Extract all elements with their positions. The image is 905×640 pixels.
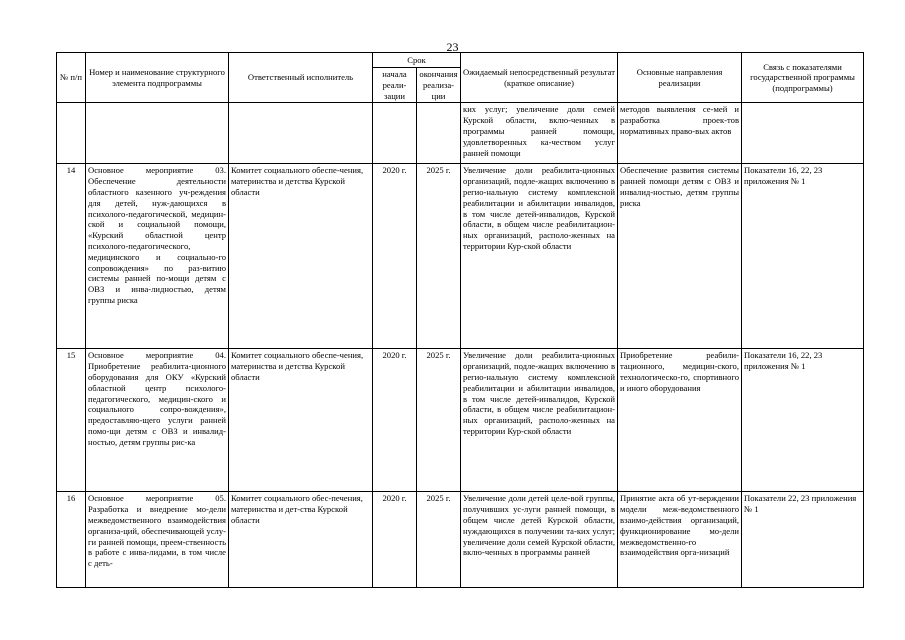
cell-start: 2020 г.: [373, 492, 417, 588]
cell-directions: методов выявления се-мей и разработка проек-тов нормативных право-вых актов: [618, 103, 742, 164]
cell-end: 2025 г.: [417, 492, 461, 588]
table-row: [57, 492, 864, 588]
cell-num: 14: [57, 164, 86, 349]
cell-link: Показатели 16, 22, 23 приложения № 1: [742, 164, 864, 349]
cell-directions: Обеспечение развития системы ранней помощи детям с ОВЗ и инвалид-ностью, детям группы риска: [618, 164, 742, 349]
header-start: начала реали-зации: [373, 68, 417, 103]
cell-result: Увеличение доли реабилита-ционных организаций, подле-жащих включению в регио-нальную систему комплексной реабилитации и абилитации инвалидов, в том числе детей-инвалидов, Курской области, в общем числе реабилитацион-ных организаций, располо-женных на территории Кур-ской области: [461, 349, 618, 492]
cell-result: Увеличение доли реабилита-ционных организаций, подле-жащих включению в регио-нальную систему комплексной реабилитации и абилитации инвалидов, в том числе детей-инвалидов, Курской области, в общем числе реабилитацион-ных организаций, располо-женных на территории Кур-ской области: [461, 164, 618, 349]
table-row: [57, 349, 864, 492]
cell-link: Показатели 16, 22, 23 приложения № 1: [742, 349, 864, 492]
cell-executor: Комитет социального обеспе-чения, материнства и детства Курской области: [229, 164, 373, 349]
program-table: [56, 52, 864, 588]
cell-element: Основное мероприятие 03. Обеспечение деятельности областного казенного уч-реждения для детей, нуж-дающихся в психолого-педагогической, медицин-ской и социальной помощи, «Курский областной центр психолого-педагогического, медицинского и социально-го сопровождения» по раз-витию системы ранней по-мощи детям с ОВЗ и инва-лидностью, детям группы риска: [86, 164, 229, 349]
cell-executor: Комитет социального обеспе-чения, материнства и детства Курской области: [229, 349, 373, 492]
page-number: 23: [446, 40, 459, 54]
cell-num: 15: [57, 349, 86, 492]
header-result: Ожидаемый непосредственный результат (краткое описание): [461, 53, 618, 103]
cell-end: 2025 г.: [417, 164, 461, 349]
cell-end: 2025 г.: [417, 349, 461, 492]
header-executor: Ответственный исполнитель: [229, 53, 373, 103]
table-row: [57, 164, 864, 349]
cell-element: Основное мероприятие 04. Приобретение реабилита-ционного оборудования для ОКУ «Курский областной центр психолого-педагогического, медицин-ского и социального сопро-вождения», предоставляю-щего услуги ранней помо-щи детям с ОВЗ и инвалид-ностью, детям группы рис-ка: [86, 349, 229, 492]
cell-link: Показатели 22, 23 приложения № 1: [742, 492, 864, 588]
header-link: Связь с показателями государственной программы (подпрограммы): [742, 53, 864, 103]
header-end: окончания реализа-ции: [417, 68, 461, 103]
cell-directions: Принятие акта об ут-верждении модели меж-ведомственного взаимо-действия организаций, функционирование мо-дели межведомственно-го взаимодействия орга-низаций: [618, 492, 742, 588]
cell-element: Основное мероприятие 05. Разработка и внедрение мо-дели межведомственного взаимодействия организа-ций, обеспечивающей услу-ги ранней помощи, преем-ственность в работе с инва-лидами, в том числе с деть-: [86, 492, 229, 588]
cell-result: Увеличение доли детей целе-вой группы, получивших ус-луги ранней помощи, в общем числе детей Курской области, нуждающихся в получении та-ких услуг; увеличение доли семей Курской области, вклю-ченных в программы ранней: [461, 492, 618, 588]
header-term: Срок: [373, 53, 461, 68]
header-num: № п/п: [57, 53, 86, 103]
cell-start: 2020 г.: [373, 164, 417, 349]
cell-directions: Приобретение реабили-тационного, медицин-ского, технологическо-го, спортивного и иного оборудования: [618, 349, 742, 492]
cell-start: 2020 г.: [373, 349, 417, 492]
cell-executor: Комитет социального обес-печения, материнства и дет-ства Курской области: [229, 492, 373, 588]
cell-num: 16: [57, 492, 86, 588]
header-directions: Основные направления реализации: [618, 53, 742, 103]
cell-result: ких услуг; увеличение доли семей Курской области, вклю-ченных в программы ранней помощи, удовлетворенных ка-чеством услуг ранней помощи: [461, 103, 618, 164]
table-row-continuation: [57, 103, 864, 164]
header-element: Номер и наименование структурного элемента подпрограммы: [86, 53, 229, 103]
